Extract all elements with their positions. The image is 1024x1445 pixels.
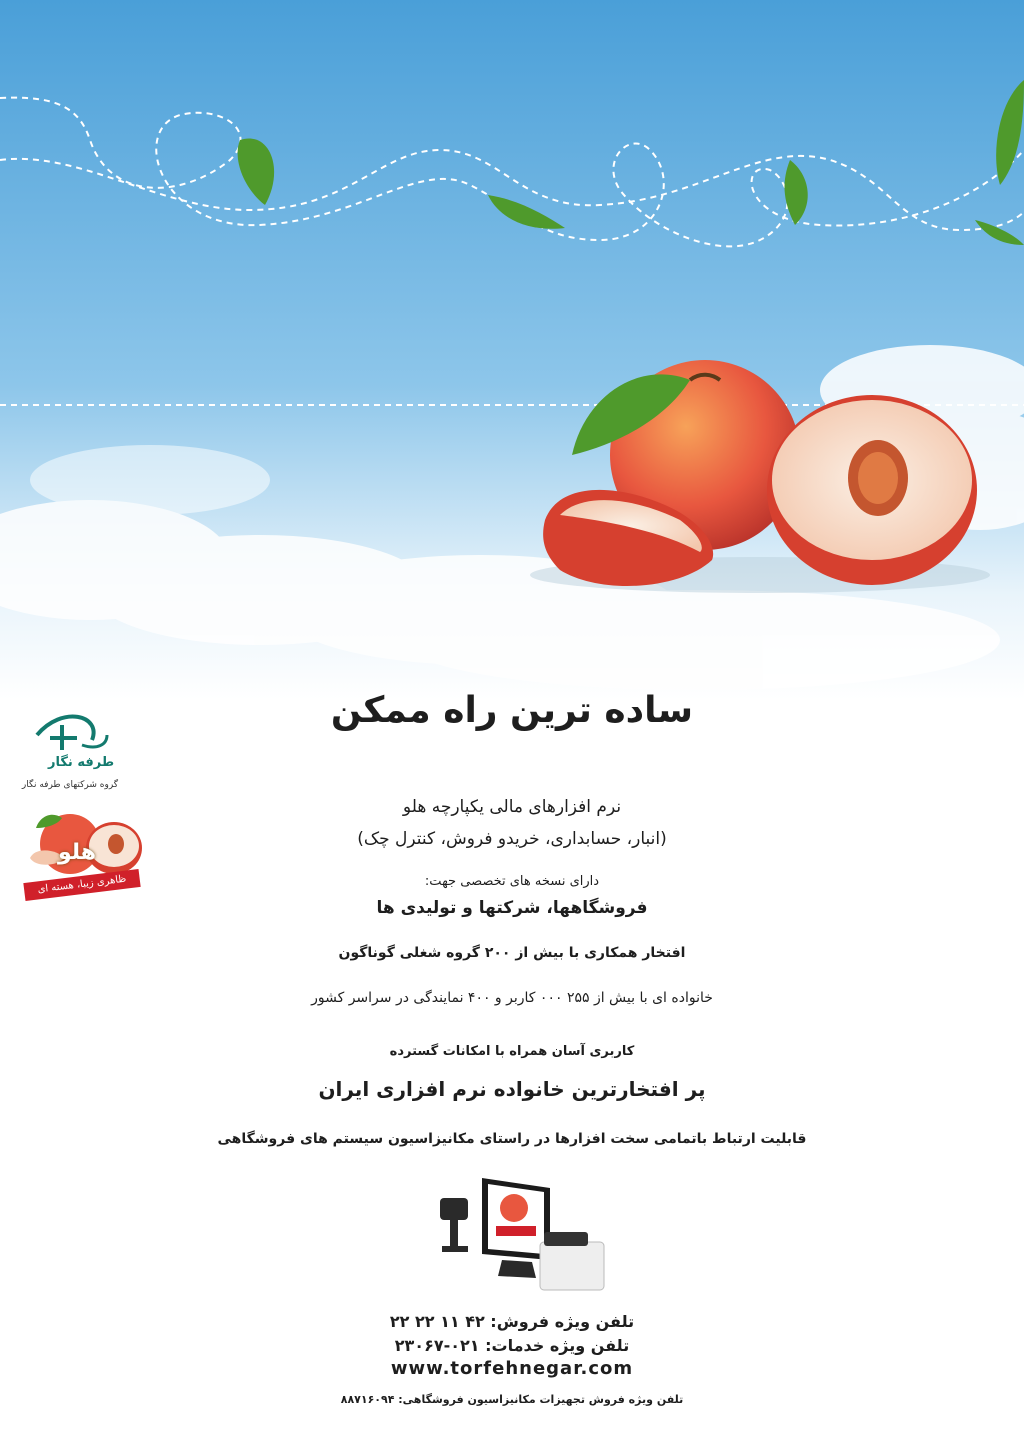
pos-terminal-icon: [432, 1170, 610, 1296]
product-tagline: ظاهری زیبا، هسته ای محکم: [23, 869, 140, 901]
product-description: نرم افزارهای مالی یکپارچه هلو: [402, 797, 622, 817]
company-logo-text: طرفه نگار: [48, 755, 115, 770]
company-caption: گروه شرکتهای طرفه نگار: [21, 780, 119, 790]
website-link[interactable]: www.torfehnegar.com: [390, 1358, 634, 1379]
sky-background: [0, 0, 1024, 700]
headline: ساده ترین راه ممکن: [330, 690, 694, 731]
services-phone: تلفن ویژه خدمات: ۰۲۱-۲۳۰۶۷: [394, 1336, 630, 1355]
versions-targets: فروشگاهها، شرکتها و تولیدی ها: [376, 898, 648, 918]
claim-ease: کاربری آسان همراه با امکانات گسترده: [389, 1044, 635, 1059]
product-logo-name: هلو: [58, 840, 97, 865]
versions-label: دارای نسخه های تخصصی جهت:: [424, 874, 600, 889]
claim-users: خانواده ای با بیش از ۲۵۵ ۰۰۰ کاربر و ۴۰۰ نمایندگی در سراسر کشور: [311, 990, 713, 1006]
product-modules: (انبار، حسابداری، خریدو فروش، کنترل چک): [357, 829, 667, 849]
claim-hardware: قابلیت ارتباط باتمامی سخت افزارها در راستای مکانیزاسیون سیستم های فروشگاهی: [217, 1131, 807, 1147]
equipment-phone: تلفن ویژه فروش تجهیزات مکانیزاسیون فروشگاهی: ۸۸۷۱۶۰۹۴: [340, 1393, 684, 1406]
claim-proudest: پر افتخارترین خانواده نرم افزاری ایران: [318, 1077, 706, 1101]
claim-cooperation: افتخار همکاری با بیش از ۲۰۰ گروه شغلی گوناگون: [338, 945, 686, 961]
sales-phone: تلفن ویژه فروش: ۴۲ ۱۱ ۲۲ ۲۲: [389, 1312, 635, 1331]
